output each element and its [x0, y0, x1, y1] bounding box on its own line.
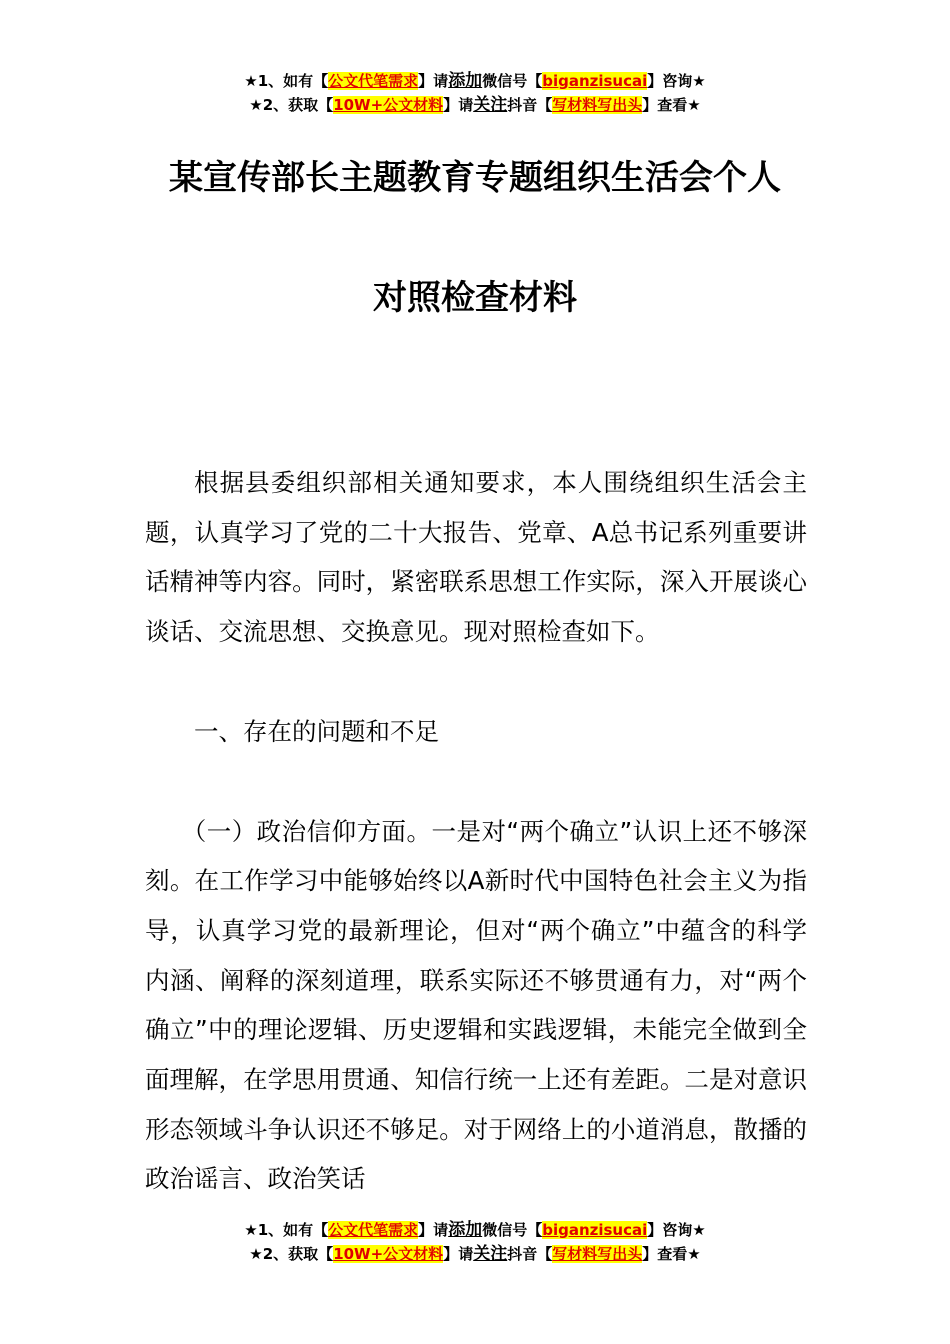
document-body: [145, 458, 807, 1204]
ad-emphasis: 关注: [473, 95, 508, 115]
ad-text: 】请: [443, 1245, 474, 1263]
document-title-line-2: 对照检查材料: [373, 278, 577, 318]
ad-text: 】查看★: [642, 96, 701, 114]
ad-highlight: 写材料写出头: [552, 96, 643, 114]
document-title-line-1: 某宣传部长主题教育专题组织生活会个人: [169, 158, 781, 198]
ad-text: 】请: [418, 1221, 449, 1239]
ad-line-2: [0, 93, 950, 117]
ad-wechat-id: biganzisucai: [542, 72, 648, 90]
ad-text: ★1、如有【: [244, 72, 329, 90]
ad-text: ★2、获取【: [249, 1245, 334, 1263]
ad-line-1: [0, 1218, 950, 1242]
ad-text: 】咨询★: [647, 72, 706, 90]
ad-emphasis: 关注: [473, 1244, 508, 1264]
ad-text: 】查看★: [642, 1245, 701, 1263]
ad-header: [0, 69, 950, 117]
ad-wechat-id: biganzisucai: [542, 1221, 648, 1239]
ad-emphasis: 添加: [448, 1220, 483, 1240]
ad-text: 微信号【: [482, 1221, 543, 1239]
ad-highlight: 公文代笔需求: [328, 72, 419, 90]
ad-line-2: [0, 1242, 950, 1266]
ad-text: 抖音【: [507, 96, 553, 114]
ad-text: ★1、如有【: [244, 1221, 329, 1239]
ad-text: 抖音【: [507, 1245, 553, 1263]
ad-highlight: 10W+公文材料: [333, 96, 444, 114]
ad-line-1: [0, 69, 950, 93]
body-paragraph: （一）政治信仰方面。一是对“两个确立”认识上还不够深刻。在工作学习中能够始终以A新时代中国特色社会主义为指导，认真学习党的最新理论，但对“两个确立”中蕴含的科学内涵、阐释的深刻道理，联系实际还不够贯通有力，对“两个确立”中的理论逻辑、历史逻辑和实践逻辑，未能完全做到全面理解，在学思用贯通、知信行统一上还有差距。二是对意识形态领域斗争认识还不够足。对于网络上的小道消息，散播的政治谣言、政治笑话: [145, 816, 807, 1194]
ad-highlight: 公文代笔需求: [328, 1221, 419, 1239]
ad-text: 】咨询★: [647, 1221, 706, 1239]
intro-paragraph: 根据县委组织部相关通知要求，本人围绕组织生活会主题，认真学习了党的二十大报告、党章、A总书记系列重要讲话精神等内容。同时，紧密联系思想工作实际，深入开展谈心谈话、交流思想、交换意见。现对照检查如下。: [145, 468, 807, 647]
ad-text: 】请: [443, 96, 474, 114]
ad-highlight: 10W+公文材料: [333, 1245, 444, 1263]
ad-emphasis: 添加: [448, 71, 483, 91]
ad-text: 】请: [418, 72, 449, 90]
ad-highlight: 写材料写出头: [552, 1245, 643, 1263]
ad-text: ★2、获取【: [249, 96, 334, 114]
ad-footer: [0, 1218, 950, 1266]
ad-text: 微信号【: [482, 72, 543, 90]
section-heading: 一、存在的问题和不足: [194, 716, 439, 746]
